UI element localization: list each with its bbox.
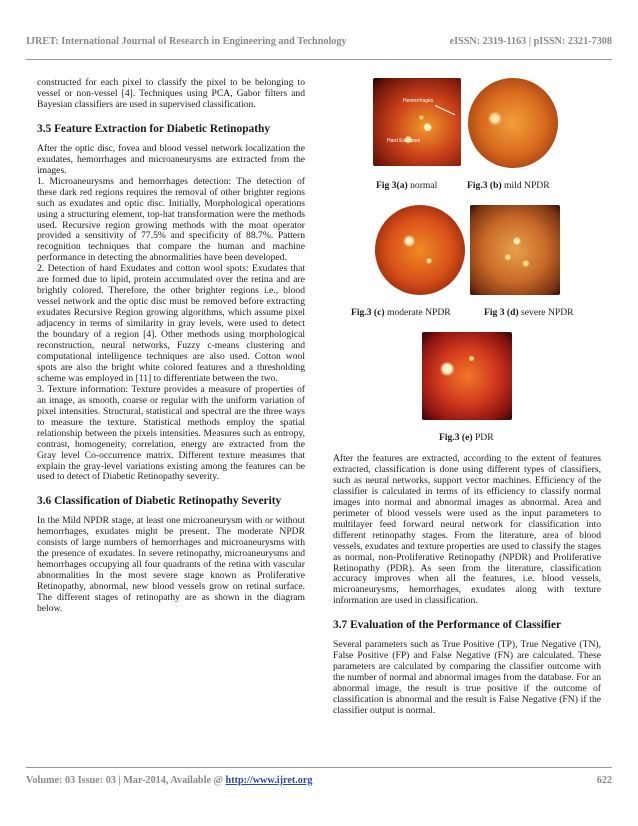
annotation-arrow: [435, 105, 455, 115]
footer-rule: [26, 767, 612, 768]
paragraph: After the optic disc, fovea and blood vessel network localization the exudates, hemorrhages and microaneurysms are extracted from the images.: [37, 142, 305, 176]
issn: eISSN: 2319-1163 | pISSN: 2321-7308: [449, 36, 612, 47]
header-rule: [26, 59, 612, 60]
left-column: [37, 78, 305, 615]
journal-title: IJRET: International Journal of Research in Engineering and Technology: [26, 36, 347, 47]
section-heading-3-5: 3.5 Feature Extraction for Diabetic Retinopathy: [37, 122, 271, 135]
fundus-image-b: [468, 78, 558, 168]
section-heading-3-7: 3.7 Evaluation of the Performance of Classifier: [333, 619, 562, 632]
page-number: 622: [596, 775, 612, 786]
caption-fig-3c: Fig.3 (c) moderate NPDR: [351, 307, 451, 318]
paragraph: 2. Detection of hard Exudates and cotton wool spots: Exudates that are formed due to lipid, protein accumulated over the retina and are brightly colored. Therefore, the other brighter regions i.e., blood vessel network and the optic disc must be removed before extracting exudates Recursive Region growing algorithms, which assume pixel adjacency in terms of similarity in gray levels, were used to detect the boundary of a region [4]. Other methods using morphological reconstruction, neural networks, Fuzzy c-means clustering and computational intelligence techniques are also used. Cotton wool spots are also the bright white colored features and a thresholding scheme was employed in [11] to differentiate between the two.: [37, 263, 305, 384]
section-heading-3-6: 3.6 Classification of Diabetic Retinopathy Severity: [37, 495, 282, 508]
journal-link[interactable]: http://www.ijret.org: [225, 775, 313, 786]
caption-fig-3a: Fig 3(a) normal: [376, 180, 438, 191]
running-footer: [26, 775, 612, 786]
paragraph: After the features are extracted, according to the extent of features extracted, classification is done using different types of classifiers, such as neural networks, support vector machines. Efficiency of the classifier is calculated in terms of its efficiency to classify normal images into normal and abnormal images as abnormal. Area and perimeter of blood vessels were used as the input parameters to multilayer feed forward neural network for classification into different retinopathy stages. From the literature, area of blood vessels, exudates and texture properties are used to classify the stages as normal, non-Proliferative Retinopathy (NPDR) and Proliferative Retinopathy (PDR). As seen from the literature, classification accuracy improves when all the features, i.e. blood vessels, microaneurysms, hemorrhages, exudates along with texture information are used in classification.: [333, 453, 601, 607]
caption-fig-3b: Fig.3 (b) mild NPDR: [467, 180, 550, 191]
running-header: [26, 36, 612, 47]
annotation-hard-exudates: Hard Exudates: [387, 138, 421, 144]
fundus-image-d: [470, 205, 560, 295]
fundus-image-c: [375, 205, 465, 295]
annotation-hemorrhages: Hemorrhages: [403, 98, 434, 104]
volume-info: Volume: 03 Issue: 03 | Mar-2014, Available @ http://www.ijret.org: [26, 775, 313, 786]
fundus-image-annotated: [373, 78, 461, 166]
paragraph: 1. Microaneurysms and hemorrhages detection: The detection of these dark red regions requires the removal of other brighter regions such as exudates and optic disc. Initially, Morphological operations using a structuring element, top-hat transformation were the methods used. Recursive region growing methods with the moat operator provided a sensitivity of 77.5% and specificity of 88.7%. Pattern recognition techniques that compare the human and machine performance in detecting the abnormalities have been developed.: [37, 175, 305, 264]
caption-fig-3d: Fig 3 (d) severe NPDR: [484, 307, 574, 318]
fundus-image-e: [422, 332, 512, 420]
caption-fig-3e: Fig.3 (e) PDR: [439, 432, 494, 443]
paragraph: Several parameters such as True Positive (TP), True Negative (TN), False Positive (FP) and False Negative (FN) are calculated. These parameters are calculated by comparing the classifier outcome with the number of normal and abnormal images from the database. For an abnormal image, the result is true positive if the outcome of classification is abnormal and the result is False Negative (FN) if the classifier output is normal.: [333, 639, 602, 717]
paragraph: constructed for each pixel to classify the pixel to be belonging to vessel or non-vessel [4]. Techniques using PCA, Gabor filters and Bayesian classifiers are used in supervised classification.: [37, 77, 305, 110]
paragraph: 3. Texture information: Texture provides a measure of properties of an image, as smooth, coarse or regular with the uniform variation of pixel intensities. Structural, statistical and spectral are the three ways to measure the texture. Statistical methods employ the spatial relationship between the pixels intensities. Measures such as entropy, contrast, homogeneity, correlation, energy are extracted from the Gray level Co-occurrence matrix. Different texture measures that explain the gray-level variations existing among the features can be used to detect of Diabetic Retinopathy severity.: [37, 383, 305, 483]
right-column: [333, 454, 601, 717]
paragraph: In the Mild NPDR stage, at least one microaneurysm with or without hemorrhages, exudates might be present. The moderate NPDR consists of large numbers of hemorrhages and microaneurysms with the presence of exudates. In severe retinopathy, microaneurysms and hemorrhages occupying all four quadrants of the retina with vascular abnormalities In the most severe stage known as Proliferative Retinopathy, abnormal, new blood vessels grow on retinal surface. The different stages of retinopathy are as shown in the diagram below.: [37, 515, 305, 615]
